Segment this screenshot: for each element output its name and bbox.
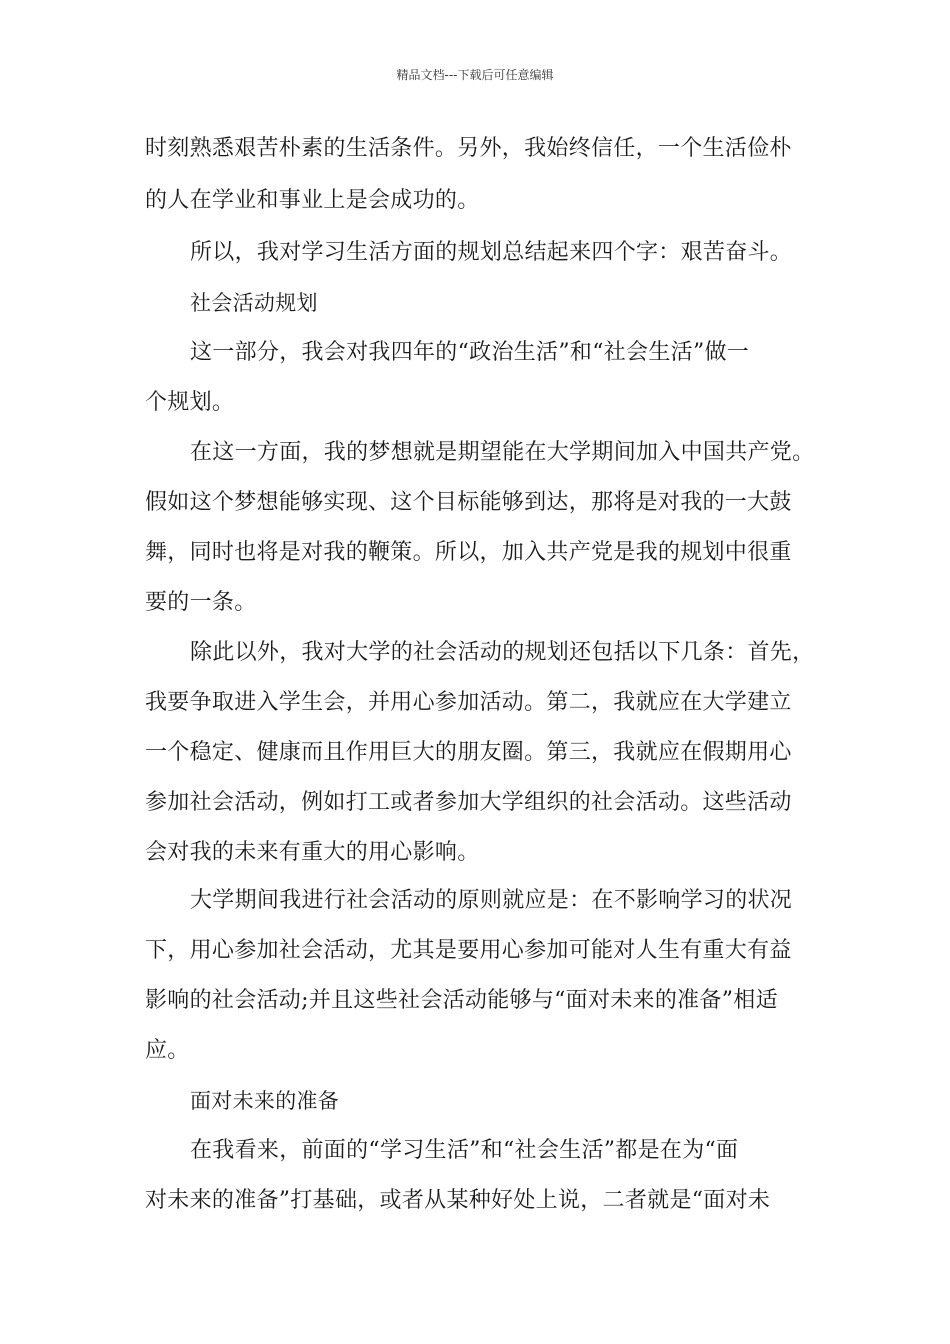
paragraph-line: 除此以外，我对大学的社会活动的规划还包括以下几条：首先， bbox=[190, 640, 815, 665]
paragraph-line: 会对我的未来有重大的用心影响。 bbox=[145, 840, 480, 865]
paragraph-line: 影响的社会活动;并且这些社会活动能够与“面对未来的准备”相适 bbox=[145, 988, 778, 1013]
paragraph-line: 一个稳定、健康而且作用巨大的朋友圈。第三，我就应在假期用心 bbox=[145, 740, 792, 765]
paragraph-line: 参加社会活动，例如打工或者参加大学组织的社会活动。这些活动 bbox=[145, 790, 792, 815]
paragraph-line: 个规划。 bbox=[145, 390, 235, 415]
section-heading: 面对未来的准备 bbox=[190, 1089, 340, 1113]
page-header: 精品文档---下载后可任意编辑 bbox=[396, 68, 554, 82]
paragraph-line: 要的一条。 bbox=[145, 590, 257, 615]
paragraph-line: 时刻熟悉艰苦朴素的生活条件。另外，我始终信任，一个生活俭朴 bbox=[145, 136, 792, 161]
paragraph-line: 应。 bbox=[145, 1038, 190, 1063]
paragraph-line: 在我看来，前面的“学习生活”和“社会生活”都是在为“面 bbox=[190, 1138, 739, 1163]
paragraph-line: 这一部分，我会对我四年的“政治生活”和“社会生活”做一 bbox=[190, 340, 750, 365]
paragraph-line: 假如这个梦想能够实现、这个目标能够到达，那将是对我的一大鼓 bbox=[145, 490, 792, 515]
paragraph-line: 下，用心参加社会活动，尤其是要用心参加可能对人生有重大有益 bbox=[145, 938, 792, 963]
paragraph-line: 大学期间我进行社会活动的原则就应是：在不影响学习的状况 bbox=[190, 888, 793, 913]
paragraph-line: 在这一方面，我的梦想就是期望能在大学期间加入中国共产党。 bbox=[190, 440, 815, 465]
paragraph-line: 所以，我对学习生活方面的规划总结起来四个字：艰苦奋斗。 bbox=[190, 240, 793, 265]
paragraph-line: 对未来的准备”打基础，或者从某种好处上说，二者就是“面对未 bbox=[145, 1188, 771, 1213]
paragraph-line: 我要争取进入学生会，并用心参加活动。第二，我就应在大学建立 bbox=[145, 690, 792, 715]
paragraph-line: 舞，同时也将是对我的鞭策。所以，加入共产党是我的规划中很重 bbox=[145, 540, 792, 565]
paragraph-line: 的人在学业和事业上是会成功的。 bbox=[145, 188, 480, 213]
section-heading: 社会活动规划 bbox=[190, 291, 318, 315]
